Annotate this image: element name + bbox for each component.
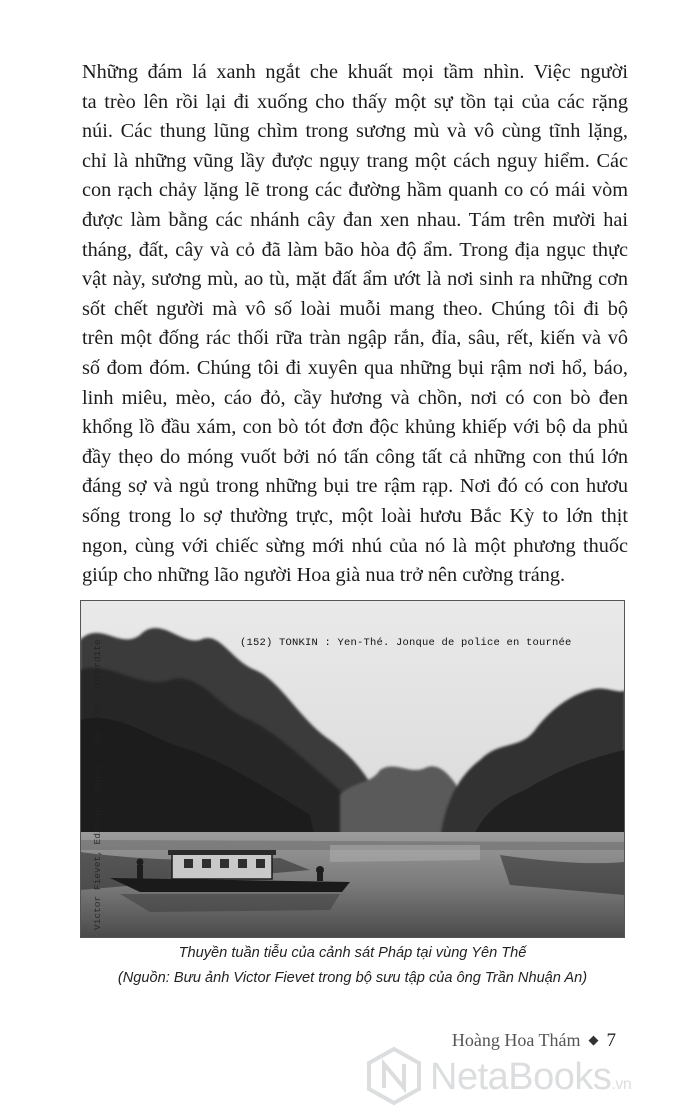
watermark-suffix: .vn	[611, 1076, 632, 1093]
text-line: ngon, cùng với chiếc sừng mới nhú của nó là một phương thuốc	[82, 534, 628, 557]
text-line: vật này, sương mù, ao tù, mặt đất ẩm ướt là nơi sinh ra những cơn	[82, 268, 628, 291]
photo-illustration	[80, 600, 625, 938]
text-line: ta trèo lên rồi lại đi xuống cho thấy một sự tồn tại của các rặng	[82, 90, 628, 113]
text-line: chỉ là những vũng lầy được ngụy trang một cách nguy hiểm. Các	[82, 149, 628, 172]
text-line: núi. Các thung lũng chìm trong sương mù và vô cùng tĩnh lặng,	[82, 120, 628, 143]
text-line: tháng, đất, cây và cỏ đã làm bão hòa độ ẩm. Trong địa ngục thực	[82, 238, 628, 261]
text-line: đầy thẹo do móng vuốt bởi nó tấn công tất cả những con thú lớn	[82, 445, 628, 468]
postcard-side-text: Victor Fievet, Editeur, Hanoi – dép. rep. interdite	[92, 639, 103, 930]
watermark	[360, 1042, 700, 1112]
running-title: Hoàng Hoa Thám	[451, 1030, 581, 1050]
page-number: 7	[606, 1030, 616, 1051]
text-line: khổng lồ đầu xám, con bò tót đơn độc khủng khiếp với bộ da phủ	[82, 416, 628, 439]
watermark-brand: NetaBooks	[430, 1056, 612, 1098]
text-line: con rạch chảy lặng lẽ trong các đường hầm quanh co có mái vòm	[82, 179, 628, 202]
text-line: số đom đóm. Chúng tôi đi xuyên qua những bụi rậm nơi hổ, báo,	[82, 356, 628, 379]
historic-photo	[80, 600, 625, 938]
text-line: sốt chết người mà vô số loài muỗi mang theo. Chúng tôi đi bộ	[82, 297, 628, 320]
text-line: trên một đống rác thối rữa tràn ngập rắn, đỉa, sâu, rết, kiến và vô	[82, 327, 628, 350]
text-line: được làm bằng các nhánh cây đan xen nhau. Tám trên mười hai	[82, 208, 628, 231]
watermark-logo-icon	[364, 1046, 424, 1106]
text-line: Những đám lá xanh ngắt che khuất mọi tầm nhìn. Việc người	[82, 61, 628, 83]
figure-caption-source: (Nguồn: Bưu ảnh Victor Fievet trong bộ sưu tập của ông Trần Nhuận An)	[117, 970, 588, 986]
text-line: linh miêu, mèo, cáo đỏ, cầy hương và chồn, nơi có con bò đen	[82, 386, 628, 409]
postcard-caption: (152) TONKIN : Yen-Thé. Jonque de police en tournée	[240, 637, 572, 649]
figure-caption-title: Thuyền tuần tiễu của cảnh sát Pháp tại vùng Yên Thế	[178, 945, 527, 961]
text-line: đáng sợ và ngủ trong những bụi tre rậm rạp. Nơi đó có con hươu	[82, 475, 628, 498]
diamond-separator-icon: ◆	[588, 1032, 599, 1047]
text-line: sống trong lo sợ thường trực, một loài hươu Bắc Kỳ to lớn thịt	[82, 504, 628, 527]
text-line: giúp cho những lão người Hoa già nua trở nên cường tráng.	[82, 564, 566, 587]
body-paragraph	[82, 58, 628, 591]
